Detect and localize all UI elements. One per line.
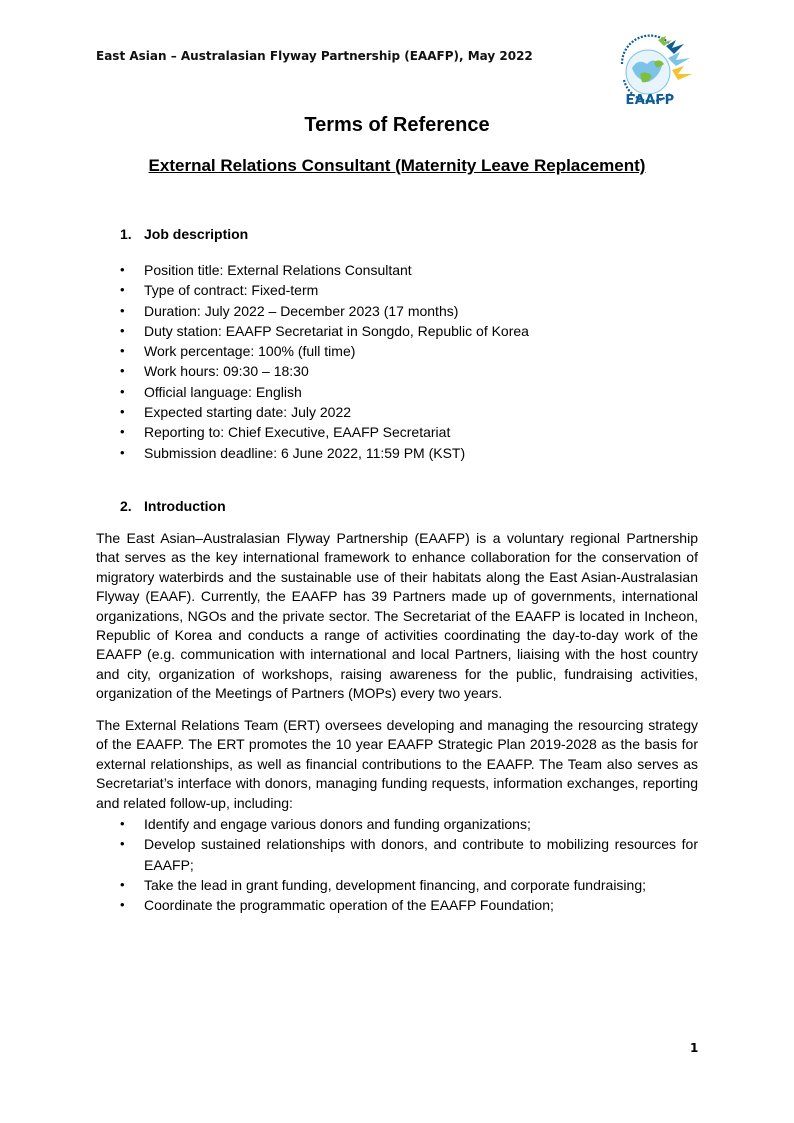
list-item: • Expected starting date: July 2022 [120,402,698,422]
list-item: • Official language: English [120,382,698,402]
list-item: • Identify and engage various donors and funding organizations; [120,814,698,834]
list-item: • Position title: External Relations Consultant [120,260,698,280]
list-item: • Submission deadline: 6 June 2022, 11:59 PM (KST) [120,443,698,463]
section-number: 1. [120,226,132,242]
section-number: 2. [120,498,132,514]
section-heading-job-description [120,226,248,242]
section-title: Job description [144,226,249,242]
list-item: • Reporting to: Chief Executive, EAAFP Secretariat [120,422,698,442]
list-item: • Take the lead in grant funding, development financing, and corporate fundraising; [120,875,698,895]
running-header: East Asian – Australasian Flyway Partnership (EAAFP), May 2022 [96,49,533,63]
document-subtitle [0,156,794,176]
list-item: • Type of contract: Fixed-term [120,280,698,300]
introduction-paragraph-1: The East Asian–Australasian Flyway Partnership (EAAFP) is a voluntary regional Partnership that serves as the key international framework to enhance collaboration for the conservation of migratory waterbirds and the sustainable use of their habitats along the East Asian-Australasian Flyway (EAAF). Currently, the EAAFP has 39 Partners made up of governments, international organizations, NGOs and the private sector. The Secretariat of the EAAFP is located in Incheon, Republic of Korea and conducts a range of activities coordinating the day-to-day work of the EAAFP (e.g. communication with international and local Partners, liaising with the host country and city, organization of workshops, raising awareness for the public, fundraising activities, organization of the Meetings of Partners (MOPs) every two years. [96,530,698,702]
eaafp-logo-label: EAAFP [625,93,675,108]
ert-responsibilities-list [120,814,698,915]
section-heading-introduction [120,498,226,514]
job-details-list [120,260,698,463]
document-title: Terms of Reference [304,114,490,136]
list-item: • Develop sustained relationships with donors, and contribute to mobilizing resources for EAAFP; [120,834,698,875]
list-item: • Duty station: EAAFP Secretariat in Songdo, Republic of Korea [120,321,698,341]
list-item: • Coordinate the programmatic operation of the EAAFP Foundation; [120,895,698,915]
list-item: • Work percentage: 100% (full time) [120,341,698,361]
section-title: Introduction [144,498,226,514]
document-subtitle-text: External Relations Consultant (Maternity Leave Replacement) [148,156,646,175]
introduction-paragraph-2: The External Relations Team (ERT) oversees developing and managing the resourcing strategy of the EAAFP. The ERT promotes the 10 year EAAFP Strategic Plan 2019-2028 as the basis for external relationships, as well as financial contributions to the EAAFP. The Team also serves as Secretariat’s interface with donors, managing funding requests, information exchanges, reporting and related follow-up, including: [96,717,698,811]
page-number: 1 [690,1041,699,1055]
list-item: • Duration: July 2022 – December 2023 (17 months) [120,301,698,321]
list-item: • Work hours: 09:30 – 18:30 [120,361,698,381]
